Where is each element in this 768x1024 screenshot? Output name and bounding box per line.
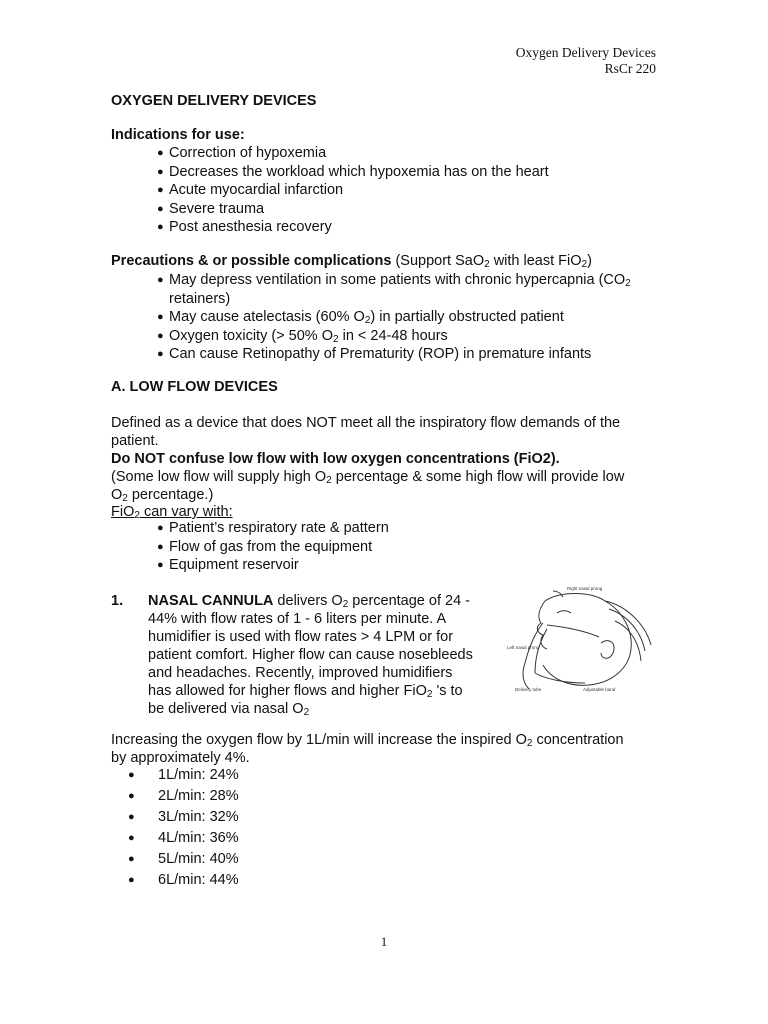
list-item: ● 6L/min: 44%: [128, 870, 239, 891]
bullet-icon: ●: [157, 184, 164, 196]
list-item: ● May depress ventilation in some patients with chronic hypercapnia ($CO_2$: [157, 272, 631, 289]
list-item: ● Patient’s respiratory rate & pattern: [157, 520, 389, 536]
list-item: ● 4L/min: 36%: [128, 828, 239, 849]
item-number: 1.: [111, 593, 124, 609]
bullet-icon: ●: [157, 311, 164, 323]
indications-heading: Indications for use:: [111, 127, 245, 143]
nasal-cannula-name: NASAL CANNULA: [148, 593, 274, 609]
definition-line-2: patient.: [111, 433, 159, 449]
list-item-continuation: retainers): [169, 290, 231, 307]
precautions-list: [157, 271, 631, 364]
vary-heading: FiO$_2$ can vary with:: [111, 504, 233, 521]
nc-line: NASAL CANNULA delivers $O_2$ percentage of 24 -: [148, 593, 471, 610]
list-item: ● Post anesthesia recovery: [157, 219, 332, 235]
bullet-icon: ●: [128, 790, 135, 802]
list-item: ● Decreases the workload which hypoxemia has on the heart: [157, 163, 549, 180]
document-title: OXYGEN DELIVERY DEVICES: [111, 93, 317, 109]
bullet-icon: ●: [157, 559, 164, 571]
header-course: RsCr 220: [604, 61, 656, 76]
flow-rate-list: [128, 765, 239, 891]
figure-label-left: Left nasal prong: [507, 645, 540, 650]
bullet-icon: ●: [157, 348, 164, 360]
list-item: ● 3L/min: 32%: [128, 807, 239, 828]
figure-label-bottom-left: Delivery tube: [515, 687, 542, 692]
list-item: ● Acute myocardial infarction: [157, 182, 344, 198]
section-a-heading: A. LOW FLOW DEVICES: [111, 379, 278, 395]
note-line-2: $O_2$ percentage.): [111, 487, 214, 504]
nc-line: humidifier is used with flow rates > 4 LPM or for: [148, 629, 454, 645]
warning-line: Do NOT confuse low flow with low oxygen concentrations (FiO2).: [111, 451, 560, 467]
bullet-icon: ●: [128, 769, 135, 781]
bullet-icon: ●: [128, 832, 135, 844]
bullet-icon: ●: [128, 811, 135, 823]
flow-increase-line-1: Increasing the oxygen flow by 1L/min will increase the inspired $O_2$ concentration: [111, 732, 624, 749]
bullet-icon: ●: [128, 853, 135, 865]
figure-label-top: Right nasal prong: [567, 586, 603, 591]
precautions-heading-line: Precautions & or possible complications (Support SaO$_2$ with least FiO$_2$): [111, 253, 592, 270]
header-doc-title: Oxygen Delivery Devices: [515, 45, 656, 60]
bullet-icon: ●: [157, 274, 164, 286]
flow-increase-line-2: by approximately 4%.: [111, 750, 250, 766]
indications-list: [157, 144, 549, 237]
definition-line-1: Defined as a device that does NOT meet all the inspiratory flow demands of the: [111, 415, 621, 431]
nasal-cannula-paragraph: [148, 592, 490, 718]
nasal-cannula-illustration: [505, 583, 665, 695]
list-item: ● Can cause Retinopathy of Prematurity (ROP) in premature infants: [157, 346, 592, 362]
bullet-icon: ●: [157, 522, 164, 534]
list-item: ● 5L/min: 40%: [128, 849, 239, 870]
nc-line: 44% with flow rates of 1 - 6 liters per minute. A: [148, 611, 447, 627]
precautions-heading: Precautions & or possible complications: [111, 253, 392, 269]
note-line-1: (Some low flow will supply high $O_2$ percentage & some high flow will provide low: [111, 469, 625, 486]
nc-line: patient comfort. Higher flow can cause nosebleeds: [148, 647, 473, 663]
list-item: ● Oxygen toxicity (> 50% $O_2$ in < 24-48 hours: [157, 327, 448, 345]
bullet-icon: ●: [157, 329, 164, 342]
bullet-icon: ●: [157, 540, 164, 553]
list-item: ● 1L/min: 24%: [128, 765, 239, 786]
bullet-icon: ●: [157, 202, 164, 215]
running-header: [516, 45, 656, 77]
bullet-icon: ●: [128, 874, 135, 886]
page-number: 1: [380, 934, 388, 949]
vary-list: [157, 519, 389, 575]
list-item: ● Correction of hypoxemia: [157, 145, 327, 161]
bullet-icon: ●: [157, 221, 164, 233]
list-item: ● Equipment reservoir: [157, 557, 299, 573]
list-item: ● Flow of gas from the equipment: [157, 538, 373, 555]
list-item: ● May cause atelectasis (60% $O_2$) in partially obstructed patient: [157, 309, 564, 326]
bullet-icon: ●: [157, 165, 164, 178]
nc-line: be delivered via nasal $O_2$: [148, 701, 310, 718]
figure-label-bottom-right: Adjustable band: [583, 687, 616, 692]
bullet-icon: ●: [157, 147, 164, 159]
nc-line: has allowed for higher flows and higher FiO$_2$ 's to: [148, 683, 463, 700]
nc-line: and headaches. Recently, improved humidifiers: [148, 665, 453, 681]
list-item: ● Severe trauma: [157, 200, 265, 217]
list-item: ● 2L/min: 28%: [128, 786, 239, 807]
